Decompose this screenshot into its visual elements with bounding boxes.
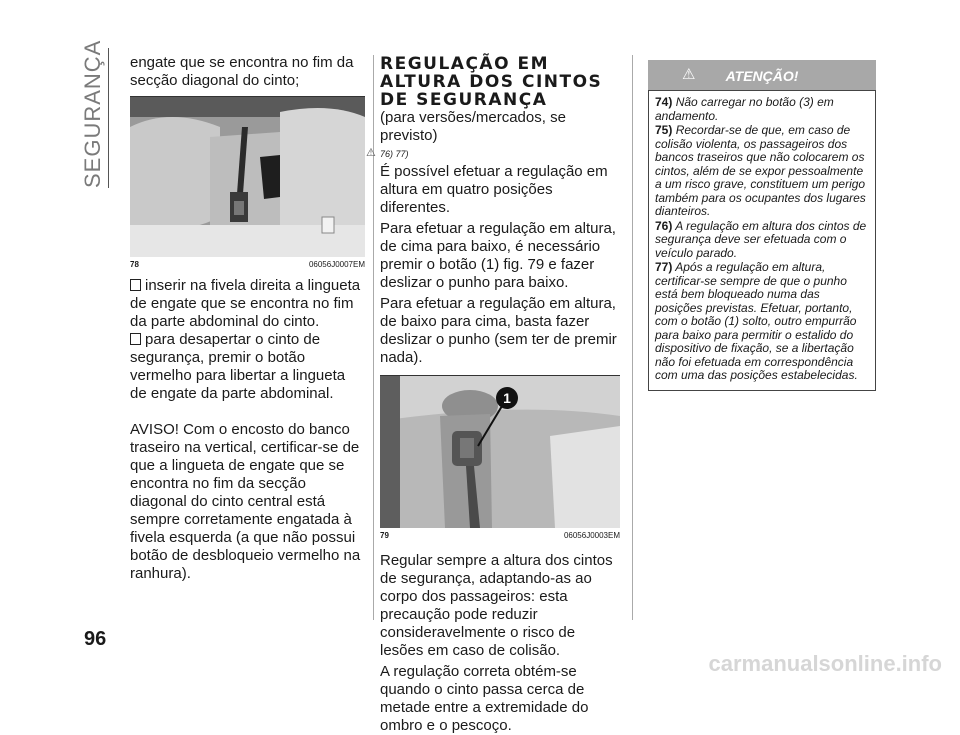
warning-item [655, 124, 869, 219]
page-number: 96 [84, 628, 107, 650]
column-divider [373, 55, 374, 620]
heading-subtitle: (para versões/mercados, se previsto) [380, 109, 566, 144]
bullet-item [130, 331, 365, 403]
column-1 [130, 54, 365, 583]
warning-item [655, 220, 869, 261]
figure-79-image [380, 375, 620, 528]
figure-79-caption [380, 530, 620, 542]
watermark: carmanualsonline.info [708, 651, 942, 676]
warning-item-number: 77) [655, 260, 673, 274]
figure-number: 78 [130, 260, 139, 269]
belt-height-adjuster-photo [380, 376, 620, 528]
intro-text: engate que se encontra no fim da secção diagonal do cinto; [130, 54, 354, 89]
section-title-text: SEGURANÇA [80, 39, 105, 188]
section-title-vertical [80, 39, 116, 188]
warning-item-number: 76) [655, 218, 673, 233]
refs-text: 76) 77) [380, 149, 409, 159]
bullet-item [130, 277, 365, 331]
warning-header [648, 60, 876, 90]
warning-box [648, 90, 876, 391]
figure-code: 06056J0007EM [308, 260, 365, 269]
callout-1-label: 1 [503, 390, 511, 406]
section-heading: REGULAÇÃO EM ALTURA DOS CINTOS DE SEGURANÇA [380, 54, 603, 110]
warning-item-text: Não carregar no botão (3) em andamento. [655, 95, 834, 123]
warning-item-text: A regulação em altura dos cintos de segurança deve ser efetuada com o veículo parado. [655, 218, 867, 260]
figure-number: 79 [380, 531, 389, 540]
warning-item-number: 74) [655, 95, 673, 109]
column-3 [648, 60, 876, 391]
section-title-rule [108, 48, 109, 188]
bullet-text: inserir na fivela direita a lingueta de engate que se encontra no fim da parte abdominal do cinto. [130, 277, 361, 330]
bullet-text: para desapertar o cinto de segurança, premir o botão vermelho para libertar a lingueta de engate da parte abdominal. [130, 331, 346, 402]
paragraph: A regulação correta obtém-se quando o cinto passa cerca de metade entre a extremidade do ombro e o pescoço. [380, 663, 589, 734]
warning-triangle-icon: ⚠ [366, 147, 376, 159]
warning-item-text: Após a regulação em altura, certificar-se sempre de que o punho está bem bloqueado numa das posições previstas. Efetuar, portanto, com o botão (1) solto, outro empurrão para baixo para permitir o estalido do dispositivo de fixação, se a libertação não foi efetuada em correspondência com uma das posições estabelecidas. [655, 260, 858, 382]
rear-seat-photo [130, 97, 365, 257]
figure-78-image [130, 96, 365, 257]
column-divider [632, 55, 633, 620]
figure-code: 06056J0003EM [563, 531, 620, 540]
warning-item-text: Recordar-se de que, em caso de colisão violenta, os passageiros dos bancos traseiros que não colocarem os cintos, além de se expor pessoalmente a um risco grave, constituem um perigo também para os ocupantes dos lugares dianteiros. [655, 123, 866, 218]
warning-item [655, 96, 869, 123]
aviso-note: AVISO! Com o encosto do banco traseiro na vertical, certificar-se de que a lingueta de engate que se encontra no fim da secção diagonal do cinto central está sempre corretamente engatada à fivela esquerda (a que não possui botão de desbloqueio vermelho na ranhura). [130, 421, 361, 582]
warning-hand-icon: ⚠ [682, 66, 696, 83]
paragraph: Para efetuar a regulação em altura, de baixo para cima, basta fazer deslizar o punho (sem ter de premir nada). [380, 295, 617, 366]
warning-item [655, 261, 869, 383]
paragraph: Regular sempre a altura dos cintos de segurança, adaptando-as ao corpo dos passageiros: esta precaução pode reduzir consideravelmente o risco de lesões em caso de colisão. [380, 552, 613, 659]
checkbox-bullet-icon [130, 279, 141, 291]
figure-78-caption [130, 259, 365, 271]
warning-refs [366, 145, 620, 163]
warning-item-number: 75) [655, 123, 673, 137]
checkbox-bullet-icon [130, 333, 141, 345]
paragraph: Para efetuar a regulação em altura, de cima para baixo, é necessário premir o botão (1) fig. 79 e fazer deslizar o punho para baixo. [380, 220, 616, 291]
column-2 [366, 54, 620, 735]
paragraph: É possível efetuar a regulação em altura em quatro posições diferentes. [380, 163, 608, 216]
warning-title: ATENÇÃO! [725, 68, 799, 84]
